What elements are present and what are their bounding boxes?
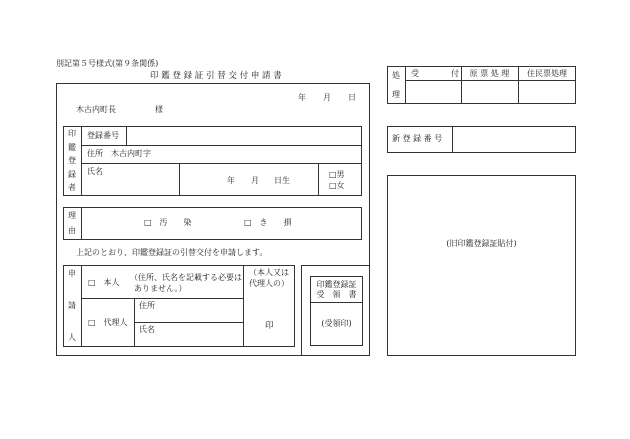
- sex-male-checkbox[interactable]: □男: [329, 170, 345, 179]
- form-title: 印 鑑 登 録 証 引 替 交 付 申 請 書: [150, 71, 282, 81]
- birth-year: 年: [227, 176, 235, 185]
- name-field[interactable]: [82, 176, 178, 195]
- new-reg-number-field[interactable]: [453, 127, 575, 152]
- seal-note-1: （本人又は: [249, 268, 289, 277]
- agent-address-field[interactable]: [160, 299, 242, 321]
- date-month: 月: [323, 93, 331, 102]
- reason-damaged-checkbox[interactable]: □ き 損: [244, 218, 292, 227]
- seal-mark: 印: [265, 321, 274, 331]
- old-certificate-label: (旧印鑑登録証貼付): [446, 239, 517, 248]
- date-day: 日: [348, 93, 356, 102]
- new-reg-number-label: 新 登 録 番 号: [392, 134, 443, 143]
- applicant-self-checkbox[interactable]: □ 本人: [88, 278, 120, 287]
- receipt-title-1: 印鑑登録証: [316, 280, 357, 289]
- receipt-title-2: 受 領 書: [316, 290, 357, 299]
- reason-section-label: 理 由: [68, 211, 76, 235]
- office-col-accept: 受 付: [411, 69, 459, 78]
- birth-month: 月: [251, 176, 259, 185]
- reason-soiled-checkbox[interactable]: □ 汚 染: [144, 218, 192, 227]
- applicant-self-note-2: ありません。）: [134, 284, 187, 293]
- application-statement: 上記のとおり、印鑑登録証の引替交付を申請します。: [76, 248, 268, 257]
- registrant-section-label: 印 鑑 登 録 者: [68, 129, 76, 192]
- birth-day: 日生: [274, 176, 290, 185]
- applicant-agent-checkbox[interactable]: □ 代理人: [88, 318, 128, 327]
- date-year: 年: [298, 93, 306, 102]
- addressee-mayor: 木古内町長: [76, 105, 116, 114]
- reason-table: [63, 207, 362, 240]
- office-section-label: 処 理: [392, 71, 400, 99]
- office-col-resident: 住民票処理: [527, 69, 567, 78]
- agent-name-field[interactable]: [160, 323, 242, 346]
- name-label: 氏名: [87, 167, 103, 176]
- agent-address-label: 住所: [139, 301, 155, 310]
- old-certificate-paste-area: [387, 175, 576, 356]
- agent-name-label: 氏名: [139, 325, 155, 334]
- form-reference: 別記第５号様式(第９条関係): [56, 59, 159, 68]
- receipt-stamp-label: (受領印): [321, 319, 352, 328]
- reg-number-field[interactable]: [127, 127, 361, 144]
- addressee-honorific: 様: [155, 105, 163, 114]
- applicant-self-note-1: （住所、氏名を記載する必要は: [130, 273, 242, 282]
- address-label: 住所 木古内町字: [87, 149, 151, 158]
- seal-note-2: 代理人の）: [249, 279, 289, 288]
- office-col-ledger: 原 票 処 理: [469, 69, 510, 78]
- applicant-section-label: 申 請 人: [68, 269, 76, 342]
- reg-number-label: 登録番号: [87, 131, 119, 140]
- address-field[interactable]: [160, 146, 360, 162]
- sex-female-checkbox[interactable]: □女: [329, 181, 345, 190]
